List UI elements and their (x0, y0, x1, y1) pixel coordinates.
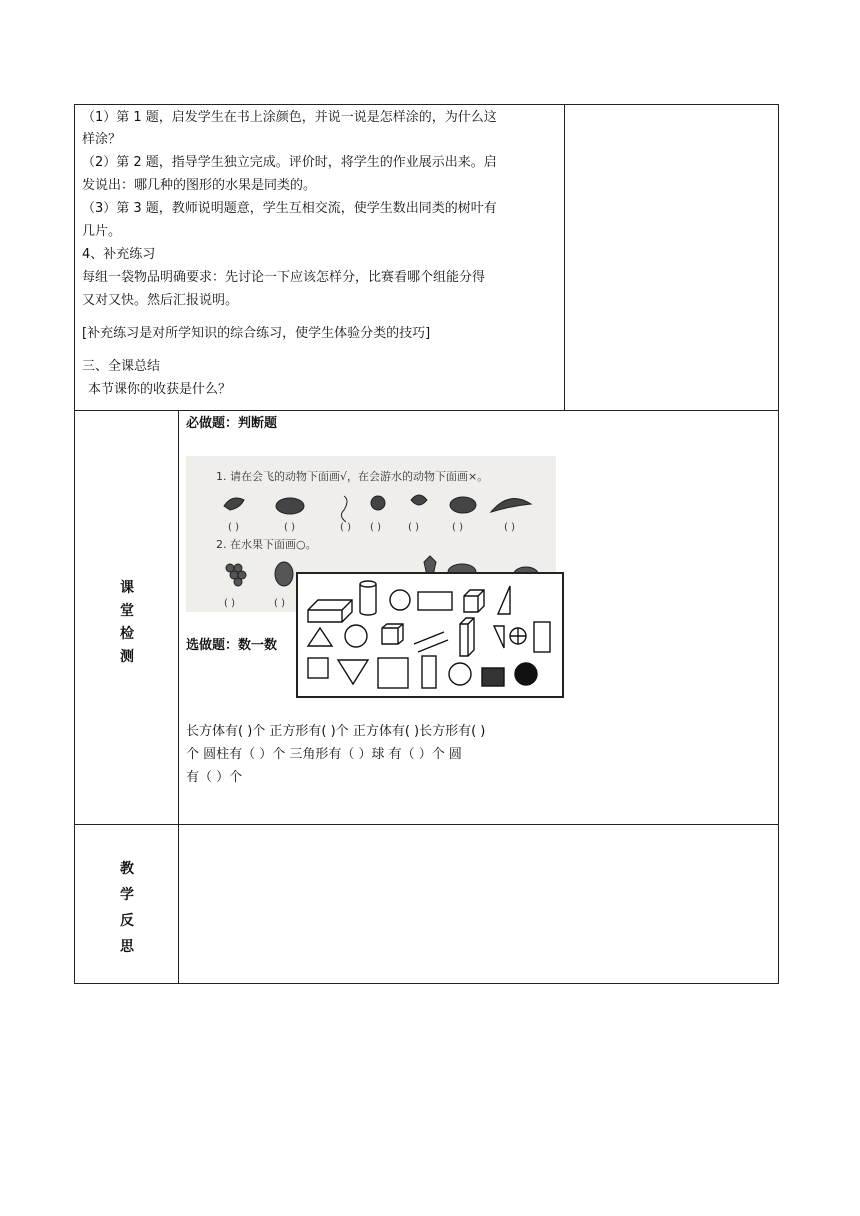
turtle-icon (450, 497, 476, 513)
seahorse-icon (341, 496, 347, 522)
whale-icon (276, 498, 304, 514)
rectangle-icon (422, 656, 436, 688)
circle-icon (449, 663, 471, 685)
q2-text: 2. 在水果下面画○。 (216, 538, 317, 551)
label-char: 课 (120, 580, 134, 596)
lesson-line: 发说出：哪几种的图形的水果是同类的。 (82, 178, 317, 193)
row-divider-2 (74, 824, 779, 825)
label-char: 堂 (120, 603, 134, 619)
cuboid-icon (308, 600, 352, 622)
dolphin-icon (491, 499, 531, 512)
shapes-svg (298, 574, 562, 696)
lesson-line: （1）第 1 题，启发学生在书上涂颜色，并说一说是怎样涂的，为什么这 (82, 110, 497, 125)
lesson-line: 又对又快。然后汇报说明。 (82, 293, 239, 308)
label-char: 反 (120, 913, 134, 929)
cylinder-icon (360, 584, 376, 612)
lesson-line: 每组一袋物品明确要求：先讨论一下应该怎样分，比赛看哪个组能分得 (82, 270, 486, 285)
blank: ( ) (370, 522, 381, 533)
label-char: 教 (120, 861, 134, 877)
col-divider-label (178, 410, 179, 984)
lesson-note: [补充练习是对所学知识的综合练习，使学生体验分类的技巧] (82, 326, 431, 341)
col-divider-top (564, 104, 565, 410)
duck-icon (371, 496, 385, 510)
cuboid-icon (460, 618, 474, 656)
answer-line: 长方体有( )个 正方形有( )个 正方体有( )长方形有( ) (186, 724, 486, 739)
answer-line: 有（ ）个 (186, 770, 243, 785)
blank: ( ) (228, 522, 239, 533)
cylinder-icon (482, 668, 504, 686)
cylinder-icon (414, 632, 448, 652)
table-border-top (74, 104, 779, 105)
blank: ( ) (504, 522, 515, 533)
label-char: 检 (120, 626, 134, 642)
lesson-line: 4、补充练习 (82, 247, 156, 262)
summary-title: 三、全课总结 (82, 359, 161, 374)
triangle-icon (498, 586, 510, 614)
optional-title: 选做题：数一数 (186, 638, 278, 653)
answer-line: 个 圆柱有（ ）个 三角形有（ ）球 有（ ）个 圆 (186, 747, 462, 762)
table-border-right (778, 104, 779, 984)
bird2-icon (411, 495, 427, 505)
shapes-diagram (296, 572, 564, 698)
circle-icon (345, 625, 367, 647)
blank: ( ) (284, 522, 295, 533)
blank: ( ) (224, 598, 235, 609)
cube-icon (464, 590, 484, 612)
bird-icon (224, 498, 244, 510)
label-char: 测 (120, 649, 134, 665)
ball-icon (515, 663, 537, 685)
row-divider-1 (74, 410, 779, 411)
rectangle-icon (418, 592, 452, 610)
required-title: 必做题：判断题 (186, 416, 278, 431)
triangle-icon (338, 660, 368, 684)
rectangle-icon (534, 622, 550, 652)
lesson-line: （2）第 2 题，指导学生独立完成。评价时，将学生的作业展示出来。启 (82, 155, 497, 170)
lesson-line: 样涂？ (82, 132, 122, 147)
blank: ( ) (452, 522, 463, 533)
table-border-bottom (74, 983, 779, 984)
label-char: 学 (120, 887, 134, 903)
lesson-line: （3）第 3 题，教师说明题意，学生互相交流，使学生数出同类的树叶有 (82, 201, 497, 216)
football-icon (390, 590, 410, 610)
blank: ( ) (340, 522, 351, 533)
lesson-line: 几片。 (82, 224, 122, 239)
cube-icon (382, 624, 403, 644)
blank: ( ) (408, 522, 419, 533)
square-icon (378, 658, 408, 688)
triangle-icon (308, 628, 332, 646)
summary-question: 本节课你的收获是什么？ (88, 382, 232, 397)
blank: ( ) (274, 598, 285, 609)
label-char: 思 (120, 939, 134, 955)
table-border-left (74, 104, 75, 984)
q1-text: 1. 请在会飞的动物下面画√，在会游水的动物下面画×。 (216, 470, 489, 483)
triangle-icon (494, 626, 504, 648)
square-icon (308, 658, 328, 678)
